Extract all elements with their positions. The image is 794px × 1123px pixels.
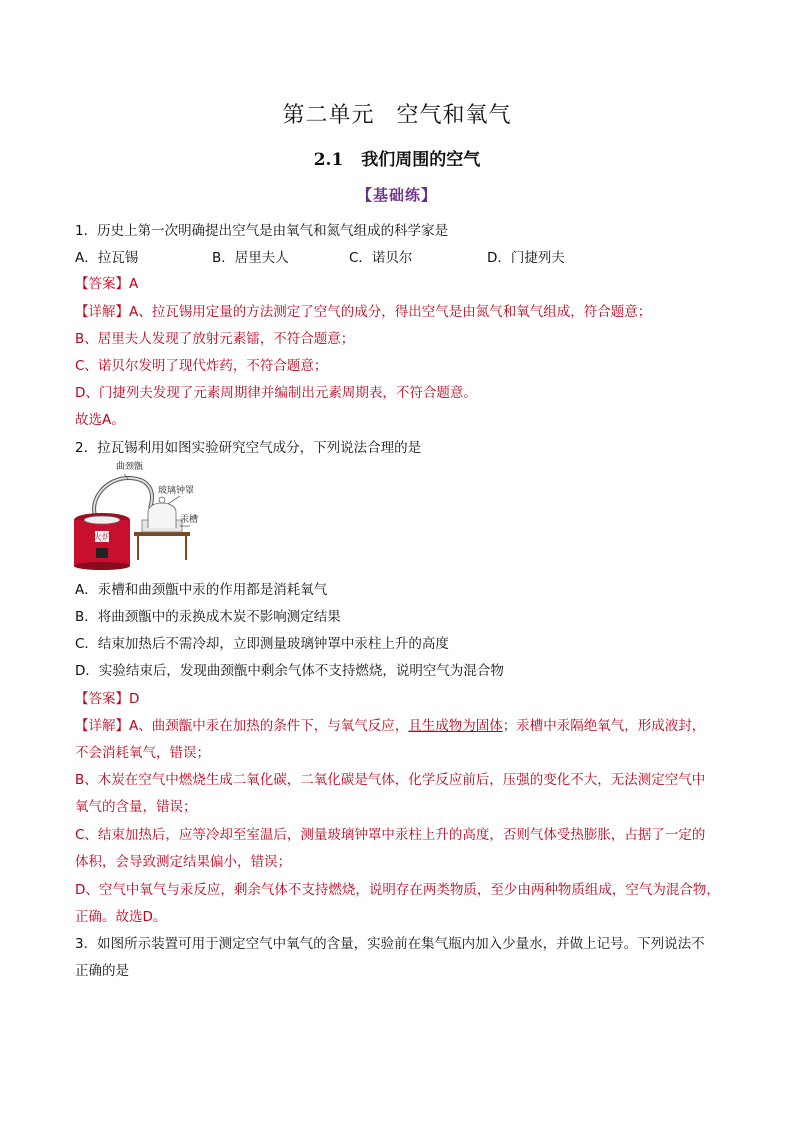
q2-detail-d-line2: 正确。故选D。 <box>75 909 167 925</box>
q2-answer-value: D <box>129 691 140 707</box>
q2-detail-b-line1: B、木炭在空气中燃烧生成二氧化碳，二氧化碳是气体，化学反应前后，压强的变化不大，无法测定空气中 <box>75 772 706 788</box>
q2-detail-b-line2: 氧气的含量，错误； <box>75 799 197 815</box>
q2-detail-tag: 【详解】 <box>75 718 129 734</box>
q1-detail-c: C、诺贝尔发明了现代炸药，不符合题意； <box>75 358 328 374</box>
q2-option-c: C．结束加热后不需冷却，立即测量玻璃钟罩中汞柱上升的高度 <box>75 636 449 652</box>
section-title <box>0 145 794 170</box>
q2-stem: 2．拉瓦锡利用如图实验研究空气成分，下列说法合理的是 <box>75 440 422 456</box>
bell-jar-label: 玻璃钟罩 <box>158 486 195 496</box>
unit-title-number: 第二单元 <box>282 103 375 128</box>
unit-title-name: 空气和氧气 <box>396 103 512 128</box>
q2-detail-a1-post: ；汞槽中汞隔绝氧气，形成液封， <box>502 718 706 734</box>
q1-option-c: C．诺贝尔 <box>349 250 413 266</box>
section-name: 我们周围的空气 <box>361 150 481 170</box>
retort-neck <box>94 478 152 518</box>
q1-stem: 1．历史上第一次明确提出空气是由氧气和氮气组成的科学家是 <box>75 223 449 239</box>
bell-jar-knob <box>159 497 165 503</box>
q1-answer <box>75 274 725 294</box>
trough-label: 汞槽 <box>180 515 198 525</box>
furnace-door <box>96 548 108 558</box>
q1-answer-value: A <box>129 276 139 292</box>
glass-bell-jar <box>148 503 176 528</box>
q2-detail-d-line1: D、空气中氧气与汞反应，剩余气体不支持燃烧，说明存在两类物质，至少由两种物质组成，空气为混合物， <box>75 882 720 898</box>
furnace-bottom <box>74 562 130 570</box>
q2-detail-c-line1: C、结束加热后，应等冷却至室温后，测量玻璃钟罩中汞柱上升的高度，否则气体受热膨胀，占据了一定的 <box>75 827 706 843</box>
unit-title <box>0 98 794 129</box>
section-number: 2.1 <box>313 150 344 170</box>
q2-detail-c-line2: 体积，会导致测定结果偏小，错误； <box>75 854 291 870</box>
lavoisier-apparatus-figure <box>68 460 198 570</box>
furnace-body <box>74 520 130 566</box>
q1-answer-tag: 【答案】 <box>75 276 129 292</box>
q2-option-a: A．汞槽和曲颈甑中汞的作用都是消耗氧气 <box>75 582 328 598</box>
q1-detail-line-a: A、拉瓦锡用定量的方法测定了空气的成分，得出空气是由氮气和氧气组成，符合题意； <box>129 304 652 320</box>
q1-detail-b: B、居里夫人发现了放射元素镭，不符合题意； <box>75 331 355 347</box>
q1-detail-tag: 【详解】 <box>75 304 129 320</box>
q1-detail-d: D、门捷列夫发现了元素周期律并编制出元素周期表，不符合题意。 <box>75 385 477 401</box>
retort-label: 曲颈甑 <box>116 462 144 472</box>
q2-option-b: B．将曲颈甑中的汞换成木炭不影响测定结果 <box>75 609 341 625</box>
q2-detail-a1-pre: A、曲颈甑中汞在加热的条件下，与氧气反应， <box>129 718 409 734</box>
practice-label: 【基础练】 <box>356 186 437 204</box>
q1-option-b: B．居里夫人 <box>212 250 289 266</box>
q3-stem-line2: 正确的是 <box>75 963 129 979</box>
q1-conclusion: 故选A。 <box>75 412 125 428</box>
table-top <box>134 532 190 536</box>
q1-option-d: D．门捷列夫 <box>487 250 565 266</box>
q2-detail-a1-underlined: 且生成物为固体 <box>408 718 503 734</box>
q2-answer-tag: 【答案】 <box>75 691 129 707</box>
q2-answer <box>75 689 725 709</box>
retort-neck-highlight <box>94 478 152 518</box>
q2-detail-a-line2: 不会消耗氧气，错误； <box>75 745 210 761</box>
retort-bulb <box>84 516 120 524</box>
q1-option-a: A．拉瓦锡 <box>75 250 139 266</box>
q1-detail-a <box>75 302 725 322</box>
q2-option-d: D．实验结束后，发现曲颈甑中剩余气体不支持燃烧，说明空气为混合物 <box>75 663 504 679</box>
q3-stem-line1: 3．如图所示装置可用于测定空气中氧气的含量，实验前在集气瓶内加入少量水，并做上记号。下列说法不 <box>75 936 705 952</box>
furnace-label: 火炉 <box>92 533 112 543</box>
q2-detail-a-line1 <box>75 716 725 736</box>
bell-jar-label-line <box>168 496 180 504</box>
